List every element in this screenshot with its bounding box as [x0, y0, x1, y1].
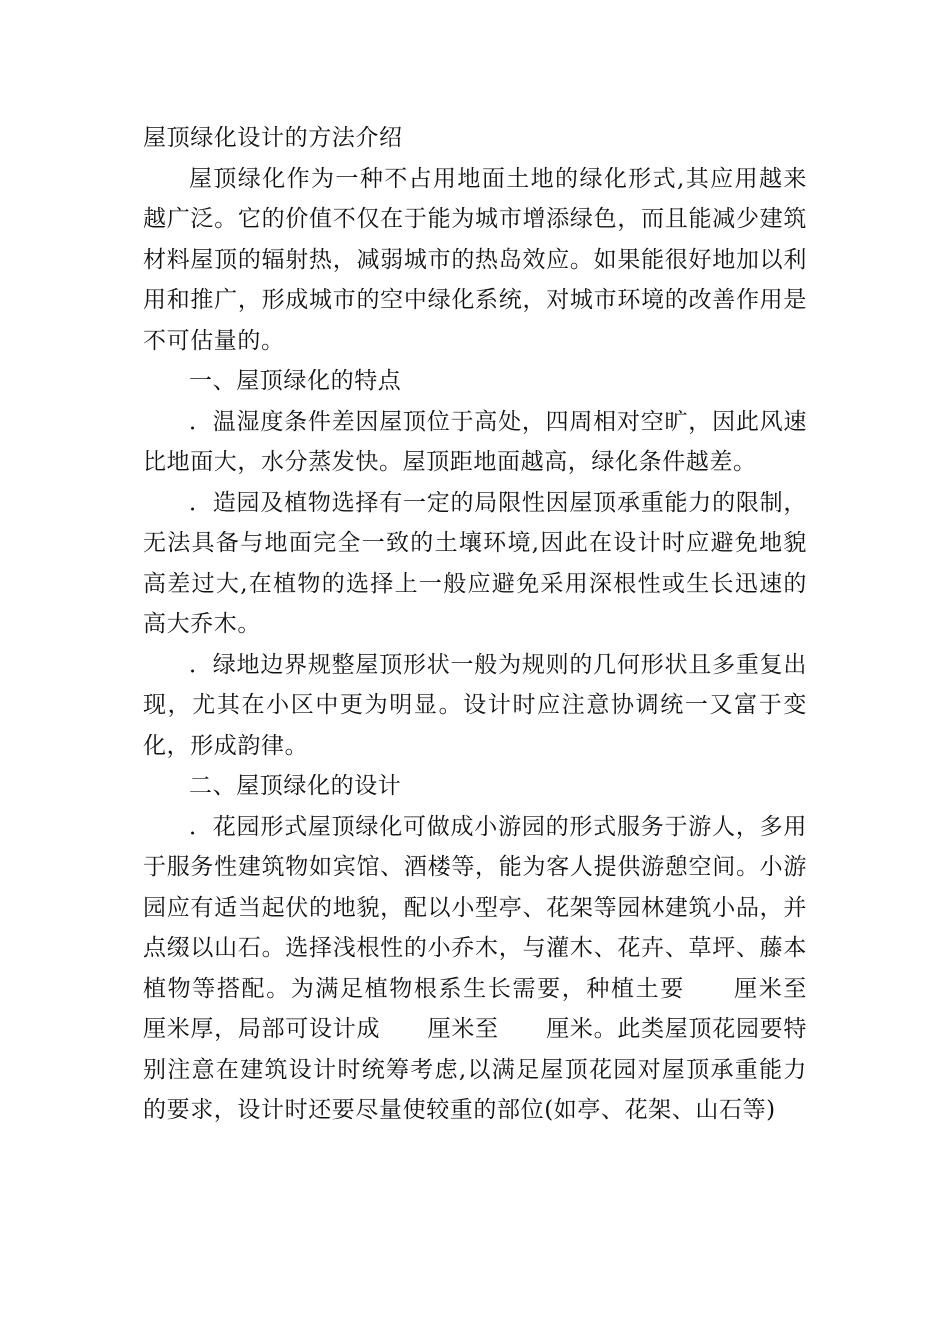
- document-body: [143, 118, 855, 1131]
- feature-paragraph-climate: ．温湿度条件差因屋顶位于高处，四周相对空旷，因此风速比地面大，水分蒸发快。屋顶距地面越高，绿化条件越差。: [143, 408, 807, 475]
- section-heading-design: 二、屋顶绿化的设计: [189, 773, 402, 799]
- section-heading-features: 一、屋顶绿化的特点: [189, 368, 402, 394]
- feature-paragraph-plants: ．造园及植物选择有一定的局限性因屋顶承重能力的限制，无法具备与地面完全一致的土壤环境,因此在设计时应避免地貌高差过大,在植物的选择上一般应避免采用深根性或生长迅速的高大乔木。: [143, 489, 807, 637]
- document-title: 屋顶绿化设计的方法介绍: [143, 125, 403, 151]
- intro-paragraph: 屋顶绿化作为一种不占用地面土地的绿化形式,其应用越来越广泛。它的价值不仅在于能为城市增添绿色，而且能减少建筑材料屋顶的辐射热，减弱城市的热岛效应。如果能很好地加以利用和推广，形成城市的空中绿化系统，对城市环境的改善作用是不可估量的。: [143, 165, 807, 354]
- design-paragraph-garden: ．花园形式屋顶绿化可做成小游园的形式服务于游人，多用于服务性建筑物如宾馆、酒楼等，能为客人提供游憩空间。小游园应有适当起伏的地貌，配以小型亭、花架等园林建筑小品，并点缀以山石。选择浅根性的小乔木，与灌木、花卉、草坪、藤本植物等搭配。为满足植物根系生长需要，种植土要 厘米至 厘米厚，局部可设计成 厘米至 厘米。此类屋顶花园要特别注意在建筑设计时统筹考虑,以满足屋顶花园对屋顶承重能力的要求，设计时还要尽量使较重的部位(如亭、花架、山石等): [143, 813, 855, 1123]
- feature-paragraph-boundary: ．绿地边界规整屋顶形状一般为规则的几何形状且多重复出现，尤其在小区中更为明显。设计时应注意协调统一又富于变化，形成韵律。: [143, 651, 807, 759]
